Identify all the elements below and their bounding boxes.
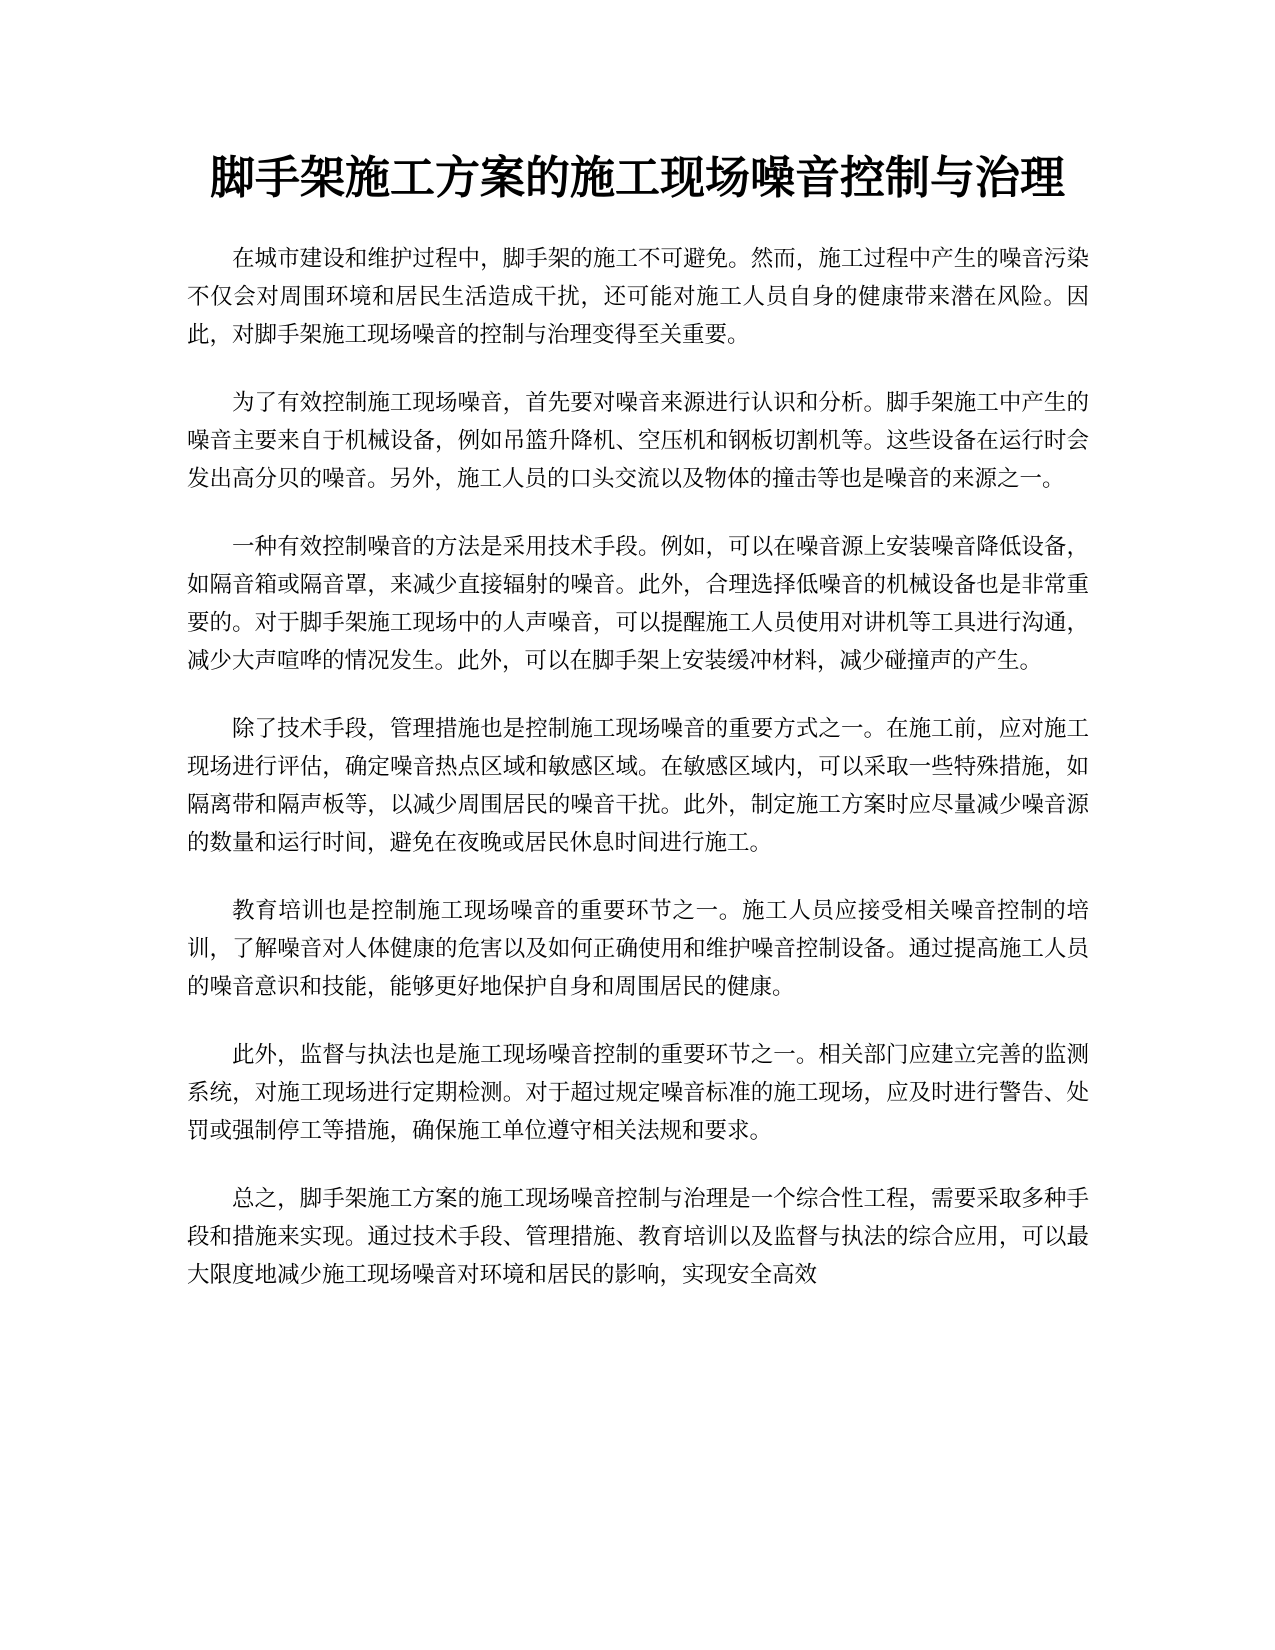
paragraph-7: 总之，脚手架施工方案的施工现场噪音控制与治理是一个综合性工程，需要采取多种手段和措施来实现。通过技术手段、管理措施、教育培训以及监督与执法的综合应用，可以最大限度地减少施工现场噪音对环境和居民的影响，实现安全高效: [187, 1186, 1089, 1288]
document-title: 脚手架施工方案的施工现场噪音控制与治理: [209, 151, 1065, 204]
document-body: [187, 240, 1089, 1324]
paragraph-5: 教育培训也是控制施工现场噪音的重要环节之一。施工人员应接受相关噪音控制的培训，了解噪音对人体健康的危害以及如何正确使用和维护噪音控制设备。通过提高施工人员的噪音意识和技能，能够更好地保护自身和周围居民的健康。: [187, 898, 1089, 1000]
paragraph-4: 除了技术手段，管理措施也是控制施工现场噪音的重要方式之一。在施工前，应对施工现场进行评估，确定噪音热点区域和敏感区域。在敏感区域内，可以采取一些特殊措施，如隔离带和隔声板等，以减少周围居民的噪音干扰。此外，制定施工方案时应尽量减少噪音源的数量和运行时间，避免在夜晚或居民休息时间进行施工。: [187, 716, 1089, 856]
paragraph-3: 一种有效控制噪音的方法是采用技术手段。例如，可以在噪音源上安装噪音降低设备，如隔音箱或隔音罩，来减少直接辐射的噪音。此外，合理选择低噪音的机械设备也是非常重要的。对于脚手架施工现场中的人声噪音，可以提醒施工人员使用对讲机等工具进行沟通，减少大声喧哗的情况发生。此外，可以在脚手架上安装缓冲材料，减少碰撞声的产生。: [187, 534, 1089, 674]
paragraph-6: 此外，监督与执法也是施工现场噪音控制的重要环节之一。相关部门应建立完善的监测系统，对施工现场进行定期检测。对于超过规定噪音标准的施工现场，应及时进行警告、处罚或强制停工等措施，确保施工单位遵守相关法规和要求。: [187, 1042, 1089, 1144]
paragraph-2: 为了有效控制施工现场噪音，首先要对噪音来源进行认识和分析。脚手架施工中产生的噪音主要来自于机械设备，例如吊篮升降机、空压机和钢板切割机等。这些设备在运行时会发出高分贝的噪音。另外，施工人员的口头交流以及物体的撞击等也是噪音的来源之一。: [187, 390, 1089, 492]
paragraph-1: 在城市建设和维护过程中，脚手架的施工不可避免。然而，施工过程中产生的噪音污染不仅会对周围环境和居民生活造成干扰，还可能对施工人员自身的健康带来潜在风险。因此，对脚手架施工现场噪音的控制与治理变得至关重要。: [187, 246, 1089, 348]
